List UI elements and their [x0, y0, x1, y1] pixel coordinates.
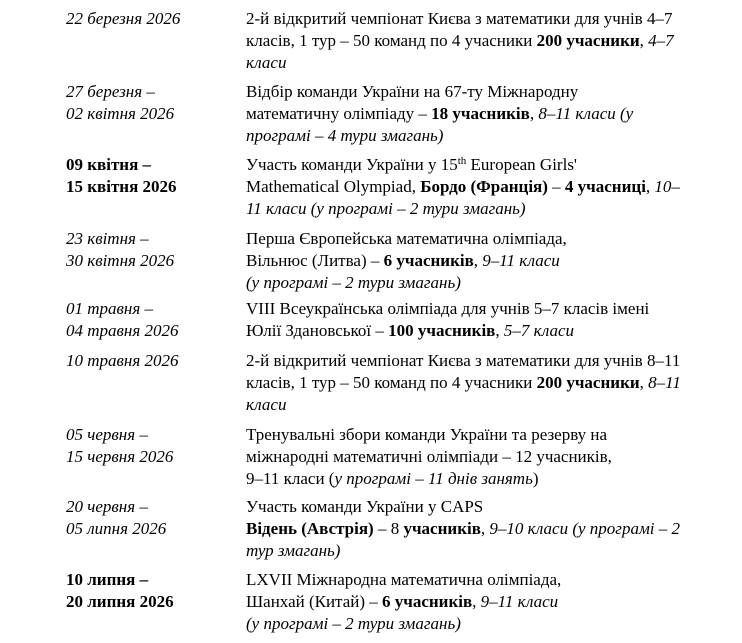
italic-text: 05 липня 2026 — [66, 519, 167, 538]
text: , — [495, 321, 504, 340]
event-description-line — [246, 372, 681, 394]
event-description-line — [246, 30, 674, 52]
italic-text: 04 травня 2026 — [66, 321, 179, 340]
text: Участь команди України у CAPS — [246, 497, 484, 516]
bold-text: Бордо (Франція) — [420, 177, 548, 196]
event-description — [246, 496, 680, 562]
event-date — [66, 8, 180, 30]
text: Mathematical Olympiad, — [246, 177, 421, 196]
event-date-line — [66, 298, 179, 320]
event-description-line — [246, 569, 561, 591]
event-date — [66, 569, 174, 613]
text: , — [529, 104, 539, 123]
italic-text: 27 березня – — [66, 82, 155, 101]
italic-text: 9–11 класи — [482, 251, 560, 270]
text: VIII Всеукраїнська олімпіада для учнів 5–7 класів імені — [246, 299, 650, 318]
italic-text: 8–11 — [648, 373, 681, 392]
event-date — [66, 496, 166, 540]
italic-text: 15 червня 2026 — [66, 447, 174, 466]
bold-text: 18 учасників — [431, 104, 530, 123]
event-description-line — [246, 52, 674, 74]
event-date-line — [66, 350, 179, 372]
event-date-line — [66, 424, 173, 446]
text: 9–11 класи ( — [246, 469, 335, 488]
event-description-line — [246, 446, 612, 468]
event-description-line — [246, 81, 633, 103]
text: , — [645, 177, 655, 196]
event-description — [246, 154, 680, 220]
event-description-line — [246, 613, 561, 635]
event-date-line — [66, 8, 180, 30]
event-description-line — [246, 320, 649, 342]
event-description-line — [246, 228, 567, 250]
event-description-line — [246, 540, 680, 562]
text: Тренувальні збори команди України та резерву на — [246, 425, 608, 444]
event-description-line — [246, 154, 680, 176]
italic-text: 23 квітня – — [66, 229, 149, 248]
text: 2-й відкритий чемпіонат Києва з математики для учнів 4–7 — [246, 9, 673, 28]
italic-text: (у програмі – 2 тури змагань) — [246, 273, 461, 292]
text: , — [472, 592, 481, 611]
event-description — [246, 81, 633, 147]
italic-text: у програмі – 11 днів занять — [334, 469, 533, 488]
event-description-line — [246, 125, 633, 147]
bold-text: Відень (Австрія) — [246, 519, 374, 538]
bold-text: 100 учасників — [388, 321, 496, 340]
event-description-line — [246, 103, 633, 125]
event-description-line — [246, 8, 674, 30]
event-description-line — [246, 250, 567, 272]
event-description-line — [246, 272, 567, 294]
italic-text: програмі – 4 тури змагань) — [246, 126, 444, 145]
text: , — [473, 251, 483, 270]
bold-text: 10 липня – — [66, 570, 149, 589]
bold-text: 200 учасники — [536, 31, 640, 50]
event-description-line — [246, 496, 680, 518]
text: Вільнюс (Литва) – — [246, 251, 384, 270]
bold-text: 20 липня 2026 — [66, 592, 174, 611]
event-description-line — [246, 518, 680, 540]
event-date-line — [66, 518, 166, 540]
bold-text: 4 учасниці — [564, 177, 646, 196]
italic-text: 11 класи (у програмі – 2 тури змагань) — [246, 199, 526, 218]
text: 2-й відкритий чемпіонат Києва з математики для учнів 8–11 — [246, 351, 681, 370]
event-description-line — [246, 394, 681, 416]
event-description-line — [246, 298, 649, 320]
event-description — [246, 298, 649, 342]
event-description — [246, 350, 681, 416]
italic-text: тур змагань) — [246, 541, 341, 560]
italic-text: 01 травня – — [66, 299, 153, 318]
text: математичну олімпіаду – — [246, 104, 432, 123]
event-date-line — [66, 569, 174, 591]
bold-text: 15 квітня 2026 — [66, 177, 177, 196]
bold-text: 6 учасників — [382, 592, 473, 611]
italic-text: класи — [246, 395, 287, 414]
bold-text: 6 учасників — [383, 251, 474, 270]
italic-text: 05 червня – — [66, 425, 148, 444]
italic-text: 20 червня – — [66, 497, 148, 516]
event-description-line — [246, 424, 612, 446]
event-date-line — [66, 496, 166, 518]
text: European Girls' — [466, 155, 577, 174]
italic-text: 9–11 класи — [480, 592, 559, 611]
italic-text: 10 травня 2026 — [66, 351, 179, 370]
text: – 8 — [373, 519, 404, 538]
text: класів, 1 тур – 50 команд по 4 учасники — [246, 31, 537, 50]
italic-text: 10– — [654, 177, 680, 196]
event-date — [66, 298, 179, 342]
bold-text: учасників — [403, 519, 481, 538]
event-date-line — [66, 250, 174, 272]
text: класів, 1 тур – 50 команд по 4 учасники — [246, 373, 537, 392]
italic-text: класи — [246, 53, 287, 72]
text: Перша Європейська математична олімпіада, — [246, 229, 567, 248]
text: Відбір команди України на 67-ту Міжнародну — [246, 82, 579, 101]
italic-text: 5–7 класи — [503, 321, 575, 340]
event-description — [246, 424, 612, 490]
event-description-line — [246, 350, 681, 372]
event-date-line — [66, 81, 174, 103]
event-description-line — [246, 198, 680, 220]
event-date — [66, 228, 174, 272]
italic-text: 9–10 класи (у програмі – 2 — [489, 519, 681, 538]
italic-text: 30 квітня 2026 — [66, 251, 175, 270]
text: Участь команди України у 15 — [246, 155, 458, 174]
text: LXVII Міжнародна математична олімпіада, — [246, 570, 562, 589]
event-description — [246, 228, 567, 294]
event-description — [246, 569, 561, 635]
event-description — [246, 8, 674, 74]
event-date — [66, 154, 177, 198]
bold-text: 09 квітня – — [66, 155, 152, 174]
event-date-line — [66, 103, 174, 125]
italic-text: (у програмі – 2 тури змагань) — [246, 614, 461, 633]
text: , — [639, 31, 649, 50]
superscript-text: th — [457, 155, 467, 167]
event-date-line — [66, 176, 177, 198]
italic-text: 8–11 класи (у — [538, 104, 634, 123]
event-date-line — [66, 446, 173, 468]
event-description-line — [246, 176, 680, 198]
event-date-line — [66, 154, 177, 176]
event-date — [66, 350, 179, 372]
italic-text: 4–7 — [648, 31, 674, 50]
bold-text: 200 учасники — [536, 373, 640, 392]
text: , — [480, 519, 490, 538]
event-date — [66, 424, 173, 468]
italic-text: 22 березня 2026 — [66, 9, 181, 28]
italic-text: 02 квітня 2026 — [66, 104, 175, 123]
text: Юлії Здановської – — [246, 321, 389, 340]
text: ) — [532, 469, 539, 488]
event-description-line — [246, 591, 561, 613]
text: Шанхай (Китай) – — [246, 592, 382, 611]
event-date-line — [66, 320, 179, 342]
event-description-line — [246, 468, 612, 490]
text: , — [639, 373, 649, 392]
text: міжнародні математичні олімпіади – 12 учасників, — [246, 447, 612, 466]
event-date-line — [66, 228, 174, 250]
event-date — [66, 81, 174, 125]
event-date-line — [66, 591, 174, 613]
text: – — [547, 177, 565, 196]
